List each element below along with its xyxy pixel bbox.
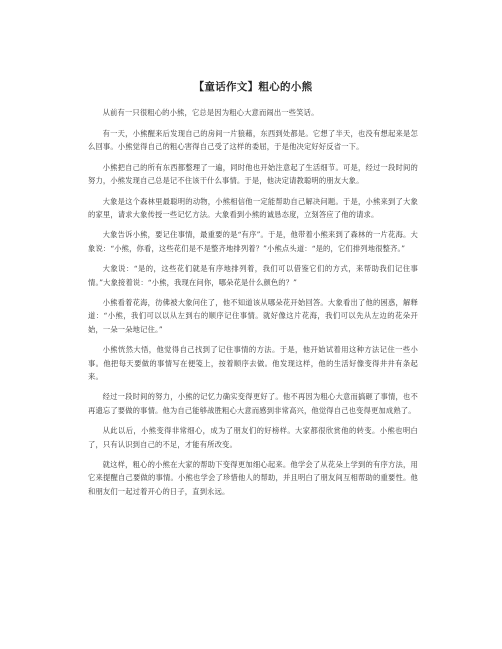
paragraph: 小熊看着花海，彷佛被大象问住了，他不知道该从哪朵花开始回答。大象看出了他的困惑，解释道：“小熊，我们可以以从左到右的顺序记住事情。就好像这片花海，我们可以先从左边的花朵开始，一朵一朵地记住。”: [88, 298, 418, 334]
paragraph: 大象是这个森林里最聪明的动物，小熊相信他一定能帮助自己解决问题。于是，小熊来到了大象的家里，请求大象传授一些记忆方法。大象看到小熊的诚恳态度，立刻答应了他的请求。: [88, 196, 418, 219]
paragraph: 从前有一只很粗心的小熊，它总是因为粗心大意而闹出一些笑话。: [102, 108, 319, 117]
paragraph: 从此以后，小熊变得非常细心，成为了朋友们的好榜样。大家都很欣赏他的转变。小熊也明白了，只有认识到自己的不足，才能有所改变。: [88, 426, 418, 449]
paragraph: 有一天，小熊醒来后发现自己的房间一片狼藉，东西到处都是。它想了半天，也没有想起来是怎么回事。小熊觉得自己的粗心害得自己受了这样的委屈，于是他决定好好反省一下。: [88, 128, 418, 151]
paragraph: 大象告诉小熊，要记住事情，最重要的是“有序”。于是，他带着小熊来到了森林的一片花海。大象说：“小熊，你看，这些花们是不是整齐地排列着？”小熊点头道：“是的，它们排列地很整齐。”: [88, 230, 418, 253]
paragraph: 就这样，粗心的小熊在大家的帮助下变得更加细心起来。他学会了从花朵上学到的有序方法，用它来提醒自己要做的事情。小熊也学会了珍惜他人的帮助，并且明白了朋友间互相帮助的重要性。他和朋友们一起过着开心的日子，直到永远。: [88, 460, 418, 496]
paragraph: 经过一段时间的努力，小熊的记忆力确实变得更好了。他不再因为粗心大意而搞砸了事情，也不再遗忘了要做的事情。他为自己能够战胜粗心大意而感到非常高兴，他觉得自己也变得更加成熟了。: [88, 392, 418, 415]
paragraph: 大象说：“是的，这些花们就是有序地排列着，我们可以借鉴它们的方式，来帮助我们记住事情。”大象接着说：“小熊，我现在问你，哪朵花是什么颜色的？”: [88, 264, 418, 287]
paragraph: 小熊恍然大悟，他觉得自己找到了记住事情的方法。于是，他开始试着用这种方法记住一些小事。他把每天要做的事情写在便笺上，按着顺序去做。他发现这样，他的生活好像变得井井有条起来。: [88, 345, 418, 381]
document-title: 【童话作文】粗心的小熊: [193, 81, 313, 93]
paragraph: 小熊把自己的所有东西都整理了一遍，同时他也开始注意起了生活细节。可是，经过一段时间的努力，小熊发现自己总是记不住该干什么事情。于是，他决定请教聪明的朋友大象。: [88, 162, 418, 185]
